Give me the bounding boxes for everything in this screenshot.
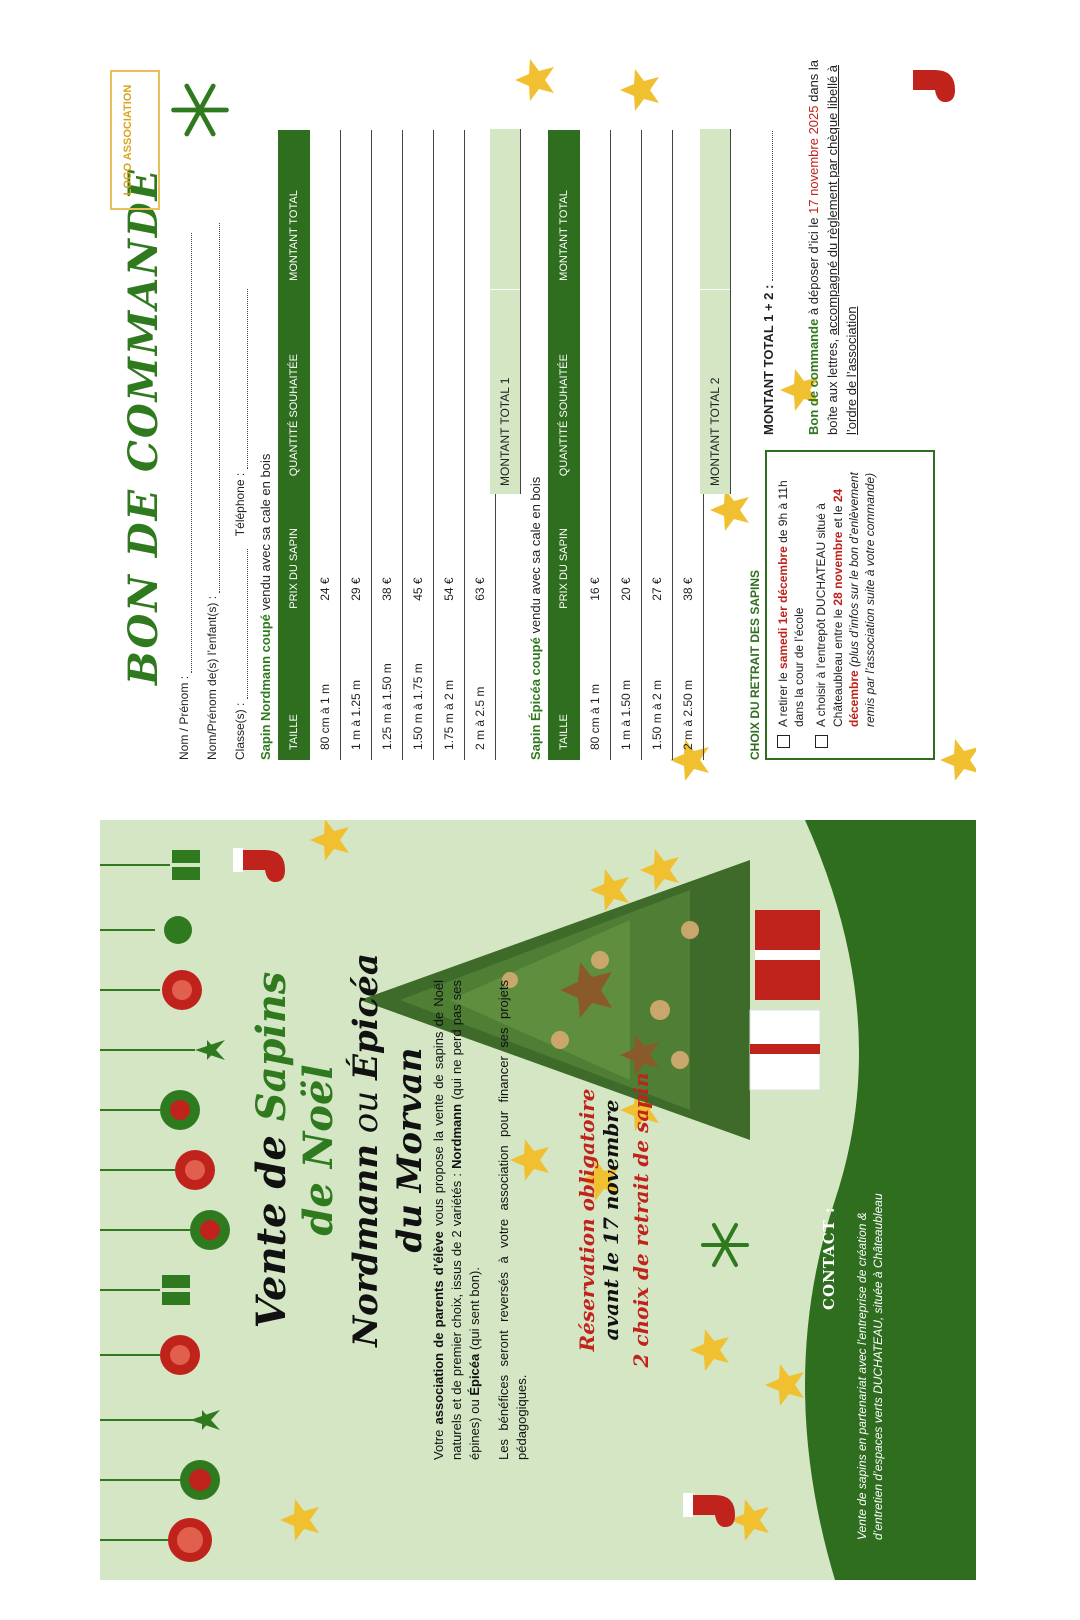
text-part: A choisir à l’entrepôt DUCHATEAU situé à Châteaubleau entre le [814,503,845,727]
price-cell: 16 € [580,486,611,619]
text-part: Votre [431,1424,446,1460]
price-cell: 27 € [642,486,673,619]
text-part: (qui ne perd pas ses épines) ou [449,980,483,1460]
column-header: TAILLE [278,619,310,760]
text-part: Bon de commande [806,318,821,435]
text-part: (qui sent bon). [467,1267,483,1354]
title-part: ou [346,1080,386,1145]
option-text [775,462,807,727]
pickup-choices-text: 2 choix de retrait de sapin [629,1072,653,1368]
size-cell: 2 m à 2.50 m [673,619,704,760]
size-cell: 1 m à 1.25 m [341,619,372,760]
contact-label: CONTACT : [820,1206,838,1310]
flyer-panel [100,820,976,1580]
column-header: PRIX DU SAPIN [548,486,580,619]
amount-cell[interactable] [310,130,341,291]
association-logo-placeholder: LOGO ASSOCIATION [110,70,160,210]
price-cell: 38 € [673,486,704,619]
label-part: vendu avec sa cale en bois [528,476,543,638]
title-highlight: Sapins de Noël [248,971,342,1236]
text-part: dans la boîte aux lettres, [806,59,840,435]
amount-cell[interactable] [403,130,434,291]
phone-field-label: Téléphone : [233,472,247,537]
size-cell: 1.25 m à 1.50 m [372,619,403,760]
class-field[interactable] [233,549,248,699]
text-part: à déposer d’ici le [806,213,821,319]
table-row [310,130,341,760]
title-part: du Morvan [390,1047,430,1253]
text-part: Nordmann [449,1103,465,1169]
text-part: samedi 1er décembre [776,546,790,669]
nordmann-total-row [490,129,521,494]
label-part: vendu avec sa cale en bois [258,453,273,615]
column-header: QUANTITÉ SOUHAITÉE [548,291,580,486]
column-header: MONTANT TOTAL [548,130,580,291]
customer-fields [170,200,254,760]
quantity-cell[interactable] [673,291,704,486]
label-part: Sapin Épicéa coupé [528,637,543,760]
text-part: Les bénéfices seront reversés à votre association pour financer ses projets pédagogiques. [495,980,529,1460]
grand-total-field[interactable] [760,131,773,281]
text-part: (plus d’infos sur le bon d’enlèvement remis par l’association suite à votre commande) [846,472,877,727]
total-value[interactable] [700,129,730,290]
text-part: Épicéa [467,1353,483,1396]
name-field[interactable] [177,233,192,673]
table-row [434,130,465,760]
total-value[interactable] [490,129,520,290]
epicea-total-row [700,129,731,494]
pickup-warehouse-checkbox[interactable] [815,735,828,748]
price-cell: 45 € [403,486,434,619]
deadline-text: avant le 17 novembre [599,1099,623,1341]
text-part: et le [830,502,845,532]
text-part: association de parents d’élève [431,1231,446,1425]
amount-cell[interactable] [434,130,465,291]
amount-cell[interactable] [580,130,611,291]
reservation-text: Réservation obligatoire [575,1088,599,1352]
grand-total-label: MONTANT TOTAL 1 + 2 : [761,284,776,435]
price-cell: 54 € [434,486,465,619]
text-part: de 9h à 11h dans la cour de l’école [776,480,807,727]
nordmann-table [278,130,496,760]
pickup-option-school[interactable] [775,462,807,748]
price-cell: 38 € [372,486,403,619]
deposit-instructions [805,55,862,435]
size-cell: 1.50 m à 2 m [642,619,673,760]
amount-cell[interactable] [673,130,704,291]
size-cell: 1.50 m à 1.75 m [403,619,434,760]
table-row [341,130,372,760]
label-part: Sapin Nordmann coupé [258,614,273,760]
quantity-cell[interactable] [403,291,434,486]
partner-text: Vente de sapins en partenariat avec l’entreprise de création & d’entretien d’espaces verts DUCHATEAU, située à Châteaubleau [855,1193,885,1540]
stocking-icon [900,50,960,110]
order-form-title: BON DE COMMANDE [120,168,167,685]
phone-field[interactable] [233,289,248,469]
table-row [403,130,434,760]
pickup-school-checkbox[interactable] [777,735,790,748]
text-part: 17 novembre 2025 [806,105,821,214]
title-part: Nordmann [346,1144,386,1347]
price-cell: 63 € [465,486,496,619]
amount-cell[interactable] [642,130,673,291]
text-part: 28 novembre [830,531,845,606]
pickup-choice-box [765,450,935,760]
nordmann-section-label [258,454,273,760]
table-row [611,130,642,760]
table-row [580,130,611,760]
flyer-description [430,980,541,1460]
snowflake-icon [700,1220,750,1270]
brochure-sheet [100,40,976,1580]
children-field-label: Nom/Prénom de(s) l’enfant(s) : [205,595,219,760]
epicea-section-label [528,477,543,760]
text-part: A retirer le [776,668,790,727]
class-field-label: Classe(s) : [233,702,247,760]
title-part: Épicéa [346,953,386,1081]
column-header: QUANTITÉ SOUHAITÉE [278,291,310,486]
order-form-panel [100,40,976,780]
size-cell: 80 cm à 1 m [580,619,611,760]
reservation-notice [575,980,653,1460]
quantity-cell[interactable] [341,291,372,486]
option-text [813,462,878,727]
column-header: TAILLE [548,619,580,760]
size-cell: 1 m à 1.50 m [611,619,642,760]
total-label: MONTANT TOTAL 1 [490,290,520,494]
amount-cell[interactable] [341,130,372,291]
pickup-choice-title: CHOIX DU RETRAIT DES SAPINS [748,569,762,760]
price-cell: 24 € [310,486,341,619]
table-row [673,130,704,760]
text-part: 24 décembre [830,488,861,727]
pickup-option-warehouse[interactable] [813,462,878,748]
grand-total [760,131,776,435]
column-header: PRIX DU SAPIN [278,486,310,619]
stocking-icon [230,835,290,885]
epicea-table [548,130,704,760]
size-cell: 1.75 m à 2 m [434,619,465,760]
size-cell: 80 cm à 1 m [310,619,341,760]
price-cell: 20 € [611,486,642,619]
name-field-label: Nom / Prénom : [177,675,191,760]
quantity-cell[interactable] [580,291,611,486]
column-header: MONTANT TOTAL [278,130,310,291]
table-row [372,130,403,760]
quantity-cell[interactable] [642,291,673,486]
flyer-title [248,940,430,1360]
text-part: accompagné du règlement par chèque libellé à l’ordre de l’association [824,64,859,435]
amount-cell[interactable] [372,130,403,291]
title-part: Vente de [248,1121,295,1329]
table-row [642,130,673,760]
quantity-cell[interactable] [434,291,465,486]
amount-cell[interactable] [611,130,642,291]
quantity-cell[interactable] [611,291,642,486]
price-cell: 29 € [341,486,372,619]
size-cell: 2 m à 2.5 m [465,619,496,760]
quantity-cell[interactable] [372,291,403,486]
children-field[interactable] [205,223,220,593]
stocking-icon [680,1480,740,1530]
text-part: vous propose la vente de sapins de Noël naturels et de premier choix, issus de 2 variétés : [431,980,465,1460]
total-label: MONTANT TOTAL 2 [700,290,730,494]
quantity-cell[interactable] [310,291,341,486]
